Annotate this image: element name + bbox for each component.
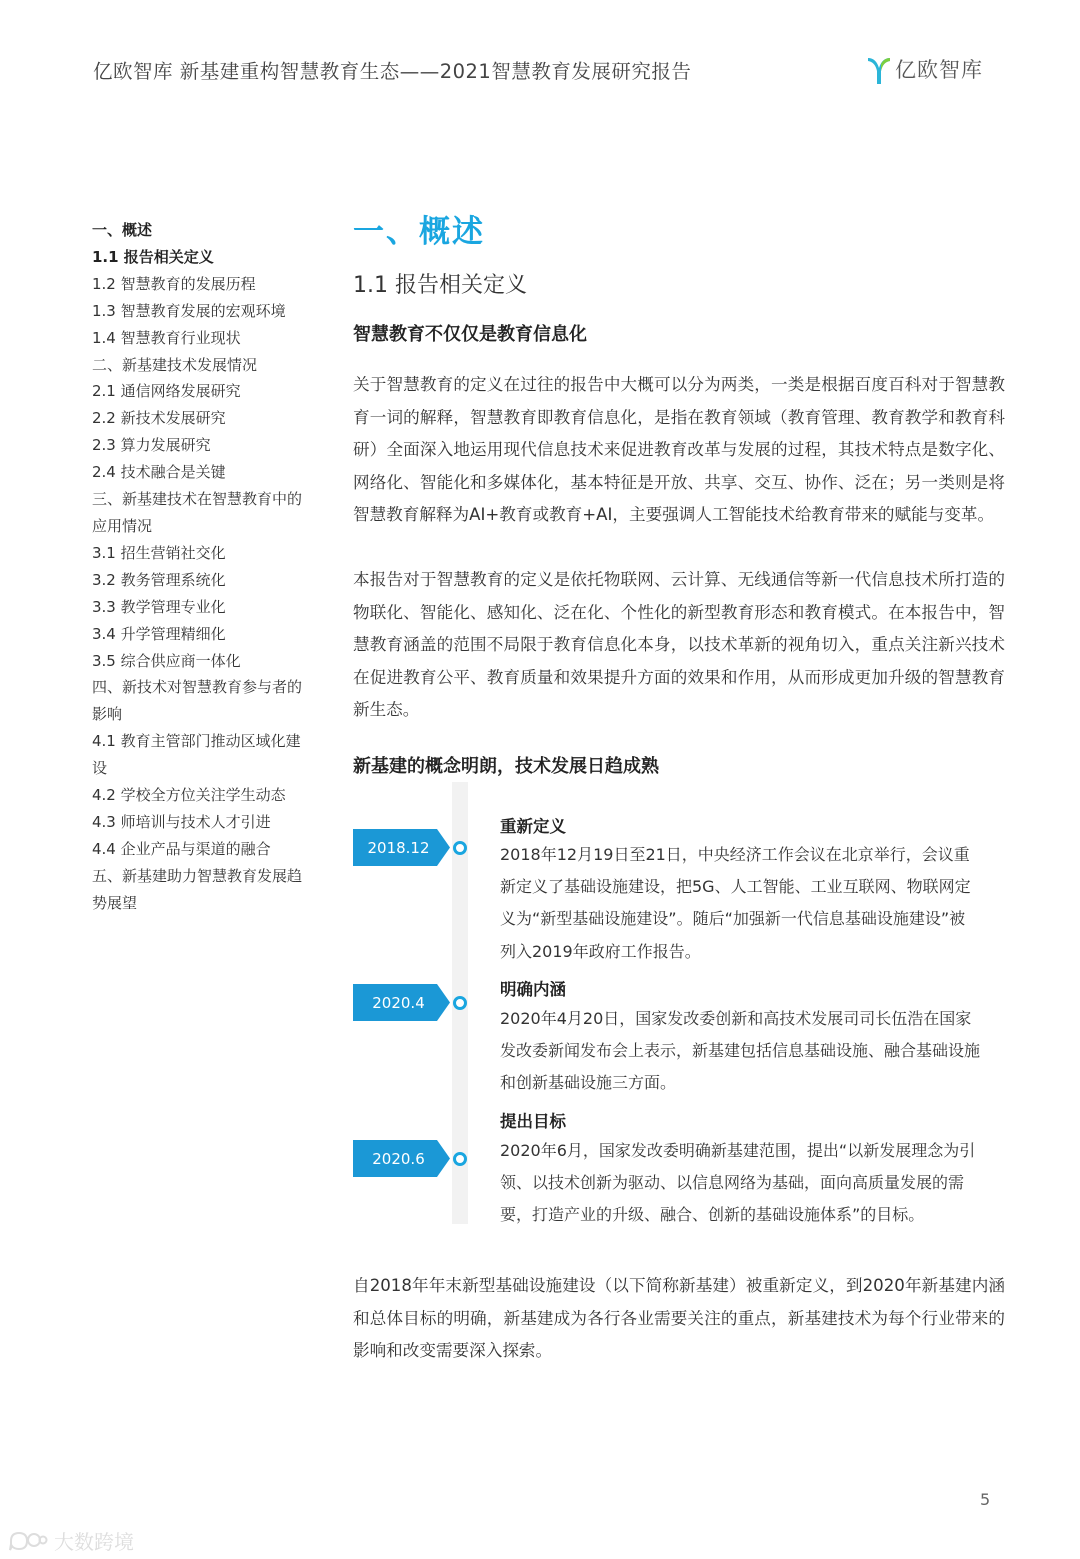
chapter-heading: 一、概述 — [353, 214, 485, 250]
logo-icon — [866, 52, 892, 86]
table-of-contents — [92, 217, 314, 917]
watermark-icon — [8, 1530, 48, 1552]
toc-item[interactable]: 3.2 教务管理系统化 — [92, 570, 226, 589]
timeline-dot — [453, 996, 467, 1010]
subsection-title: 新基建的概念明朗，技术发展日趋成熟 — [353, 756, 659, 777]
timeline-date-tag — [353, 1140, 450, 1177]
watermark — [8, 1526, 134, 1555]
section-heading: 1.1 报告相关定义 — [353, 273, 527, 298]
toc-item[interactable]: 4.4 企业产品与渠道的融合 — [92, 839, 271, 858]
toc-item[interactable]: 2.3 算力发展研究 — [92, 436, 211, 455]
toc-item[interactable]: 3.3 教学管理专业化 — [92, 597, 226, 616]
toc-item[interactable]: 1.2 智慧教育的发展历程 — [92, 274, 256, 293]
subsection-title: 智慧教育不仅仅是教育信息化 — [353, 324, 587, 345]
page-number: 5 — [980, 1490, 991, 1509]
timeline-dot — [453, 841, 467, 855]
toc-item[interactable]: 1.1 报告相关定义 — [92, 247, 214, 266]
toc-item[interactable]: 1.4 智慧教育行业现状 — [92, 328, 241, 347]
toc-item[interactable]: 一、概述 — [92, 221, 153, 239]
toc-item[interactable]: 3.5 综合供应商一体化 — [92, 651, 241, 670]
toc-item[interactable]: 3.1 招生营销社交化 — [92, 543, 226, 562]
timeline-text: 2020年6月，国家发改委明确新基建范围，提出“以新发展理念为引领、以技术创新为驱动、以信息网络为基础，面向高质量发展的需要，打造产业的升级、融合、创新的基础设施体系”的目标。 — [500, 1141, 976, 1225]
toc-item[interactable]: 五、新基建助力智慧教育发展趋势展望 — [92, 866, 303, 912]
toc-item[interactable]: 2.4 技术融合是关键 — [92, 463, 226, 482]
watermark-text: 大数跨境 — [54, 1530, 134, 1554]
toc-item[interactable]: 四、新技术对智慧教育参与者的影响 — [92, 678, 303, 724]
brand-logo — [866, 52, 983, 86]
timeline-date: 2020.4 — [372, 993, 425, 1012]
toc-item[interactable]: 4.3 师培训与技术人才引进 — [92, 812, 271, 831]
toc-item[interactable]: 三、新基建技术在智慧教育中的应用情况 — [92, 490, 303, 535]
timeline-title: 重新定义 — [500, 817, 566, 836]
report-title: 亿欧智库 新基建重构智慧教育生态——2021智慧教育发展研究报告 — [93, 60, 692, 83]
toc-item[interactable]: 1.3 智慧教育发展的宏观环境 — [92, 301, 286, 320]
timeline-date: 2020.6 — [372, 1149, 425, 1168]
logo-text: 亿欧智库 — [895, 58, 983, 82]
toc-item[interactable]: 3.4 升学管理精细化 — [92, 624, 226, 643]
paragraph: 本报告对于智慧教育的定义是依托物联网、云计算、无线通信等新一代信息技术所打造的物联化、智能化、感知化、泛在化、个性化的新型教育形态和教育模式。在本报告中，智慧教育涵盖的范围不局限于教育信息化本身，以技术革新的视角切入，重点关注新兴技术在促进教育公平、教育质量和效果提升方面的效果和作用，从而形成更加升级的智慧教育新生态。 — [353, 570, 1005, 719]
toc-item[interactable]: 2.2 新技术发展研究 — [92, 409, 226, 428]
toc-item[interactable]: 4.1 教育主管部门推动区域化建设 — [92, 732, 301, 778]
timeline-title: 提出目标 — [500, 1112, 566, 1131]
paragraph: 关于智慧教育的定义在过往的报告中大概可以分为两类，一类是根据百度百科对于智慧教育一词的解释，智慧教育即教育信息化，是指在教育领域（教育管理、教育教学和教育科研）全面深入地运用现代信息技术来促进教育改革与发展的过程，其技术特点是数字化、网络化、智能化和多媒体化，基本特征是开放、共享、交互、协作、泛在；另一类则是将智慧教育解释为AI+教育或教育+AI，主要强调人工智能技术给教育带来的赋能与变革。 — [353, 375, 1005, 524]
toc-item[interactable]: 2.1 通信网络发展研究 — [92, 382, 241, 401]
timeline-date-tag — [353, 984, 450, 1021]
timeline-title: 明确内涵 — [500, 980, 566, 999]
conclusion-paragraph: 自2018年年末新型基础设施建设（以下简称新基建）被重新定义，到2020年新基建内涵和总体目标的明确，新基建成为各行各业需要关注的重点，新基建技术为每个行业带来的影响和改变需要深入探索。 — [353, 1276, 1005, 1360]
timeline-dot — [453, 1152, 467, 1166]
toc-item[interactable]: 4.2 学校全方位关注学生动态 — [92, 786, 286, 805]
timeline-text: 2020年4月20日，国家发改委创新和高技术发展司司长伍浩在国家发改委新闻发布会上表示，新基建包括信息基础设施、融合基础设施和创新基础设施三方面。 — [500, 1009, 981, 1093]
toc-item[interactable]: 二、新基建技术发展情况 — [92, 355, 258, 374]
timeline-date-tag — [353, 829, 450, 866]
timeline-date: 2018.12 — [367, 838, 430, 857]
timeline-text: 2018年12月19日至21日，中央经济工作会议在北京举行，会议重新定义了基础设施建设，把5G、人工智能、工业互联网、物联网定义为“新型基础设施建设”。随后“加强新一代信息基础设施建设”被列入2019年政府工作报告。 — [500, 845, 971, 961]
